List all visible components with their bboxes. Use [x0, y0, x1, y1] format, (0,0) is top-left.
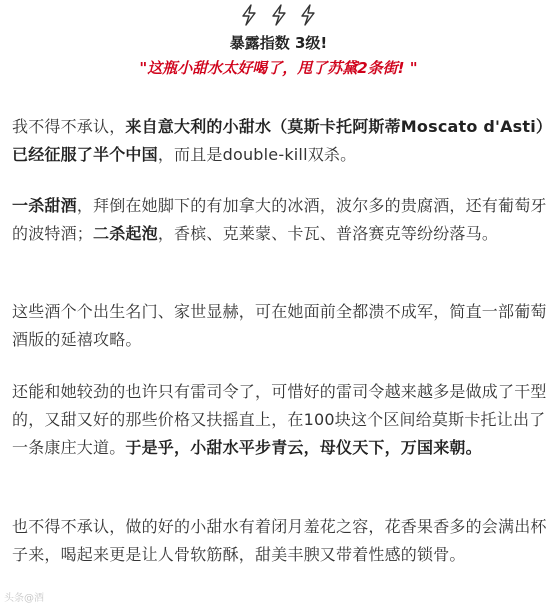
paragraph-5 [12, 513, 547, 569]
text-span: ，香槟、克莱蒙、卡瓦、普洛赛克等纷纷落马。 [157, 224, 499, 243]
lightning-icon [299, 4, 317, 26]
lightning-icon [240, 4, 258, 26]
header-icons [0, 4, 557, 26]
headline-quote: "这瓶小甜水太好喝了，甩了苏黛2条街! " [139, 59, 418, 77]
watermark: 头条@酒 [4, 593, 44, 604]
paragraph-3 [12, 298, 547, 354]
lightning-icon [270, 4, 288, 26]
text-span: 这些酒个个出生名门、家世显赫，可在她面前全都溃不成军，简直一部葡萄酒版的延禧攻略。 [12, 302, 547, 349]
text-span: ，而且是double-kill双杀。 [157, 145, 357, 164]
paragraph-4 [12, 378, 547, 462]
bold-text: 来自意大利的小甜水（莫斯卡托阿斯蒂Moscato d'Asti）已经征服了半个中国 [12, 117, 545, 164]
bold-text: 于是乎，小甜水平步青云，母仪天下，万国来朝。 [125, 438, 482, 457]
bold-text: 二杀起泡 [93, 224, 158, 243]
exposure-label: 暴露指数 3级! [229, 34, 328, 52]
bold-text: 一杀甜酒 [12, 196, 77, 215]
text-span: 我不得不承认， [12, 117, 126, 136]
text-span: ，拜倒在她脚下的有加拿大的冰酒，波尔多的贵腐酒，还有葡萄牙的波特酒； [12, 196, 547, 243]
text-span: 也不得不承认，做的好的小甜水有着闭月羞花之容，花香果香多的会满出杯子来，喝起来更是让人骨软筋酥，甜美丰腴又带着性感的锁骨。 [12, 517, 547, 564]
paragraph-1 [12, 113, 547, 169]
paragraph-2 [12, 192, 547, 248]
text-span: 还能和她较劲的也许只有雷司令了，可惜好的雷司令越来越多是做成了干型的，又甜又好的那些价格又扶摇直上，在100块这个区间给莫斯卡托让出了一条康庄大道。 [12, 382, 547, 457]
